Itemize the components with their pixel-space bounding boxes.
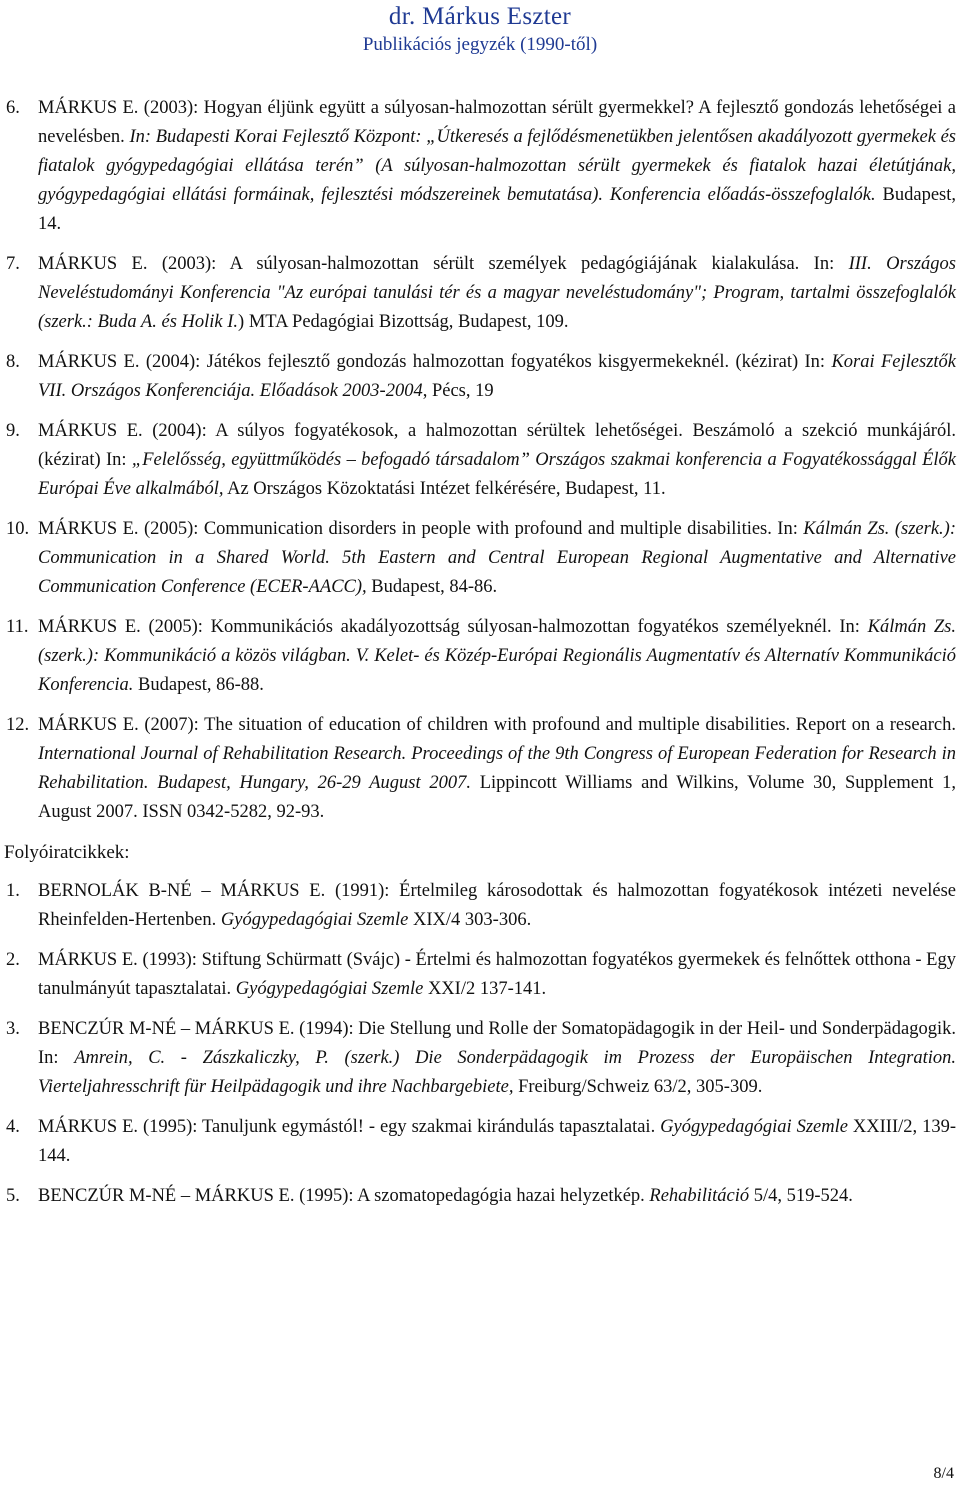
entry-number: 9. (6, 421, 20, 441)
entry-text: MÁRKUS E. (2003): A súlyosan-halmozottan sérült személyek pedagógiájának kialakulása. In: (38, 254, 849, 274)
entry-text: MÁRKUS E. (2007): The situation of education of children with profound and multiple disabilities. Report on a research. (38, 715, 956, 735)
entry-text: Budapest, 84-86. (366, 577, 498, 597)
presentations-list (6, 94, 956, 827)
publication-entry (6, 1015, 956, 1102)
entry-text: XXI/2 137-141. (423, 979, 547, 999)
entry-text: XIX/4 303-306. (408, 910, 532, 930)
entry-text: XXIII/2, 139-144. (38, 1117, 956, 1166)
section-title-articles: Folyóiratcikkek: (4, 842, 130, 863)
entry-number: 6. (6, 98, 20, 118)
entry-source-italic: In: Budapesti Korai Fejlesztő Központ: „Útkeresés a fejlődésmenetükben jelentősen akadályozott gyermekek és fiatalok gyógypedagógiai ellátása terén” (A súlyosan-halmozottan sérült gyermekek és fiatalok hazai életútjának, gyógypedagógiai ellátási formáinak, fejlesztési módszereinek bemutatása). Konferencia előadás-összefoglalók. (38, 127, 956, 205)
entry-number: 4. (6, 1117, 20, 1137)
document-subtitle: Publikációs jegyzék (1990-től) (362, 34, 598, 55)
entry-source-italic: Korai Fejlesztők VII. Országos Konferenciája. Előadások 2003-2004 (38, 352, 956, 401)
entry-text: MÁRKUS E. (1995): Tanuljunk egymástól! - egy szakmai kirándulás tapasztalatai. (38, 1117, 661, 1137)
publication-entry (6, 613, 956, 700)
entry-number: 7. (6, 254, 20, 274)
entry-number: 8. (6, 352, 20, 372)
entry-text: BENCZÚR M-NÉ – MÁRKUS E. (1995): A szomatopedagógia hazai helyzetkép. (38, 1186, 650, 1206)
entry-text: 5/4, 519-524. (749, 1186, 853, 1206)
page-header (0, 0, 960, 57)
entry-source-italic: International Journal of Rehabilitation Research. Proceedings of the 9th Congress of European Federation for Research in Rehabilitation. Budapest, Hungary, 26-29 August 2007. (38, 744, 956, 793)
entry-text: MÁRKUS E. (2004): A súlyos fogyatékosok, a halmozottan sérültek lehetőségei. Beszámoló a szekció munkájáról. (kézirat) In: (38, 421, 956, 470)
entry-source-italic: Amrein, C. - Zászkaliczky, P. (szerk.) Die Sonderpädagogik im Prozess der Europäischen Integration. Vierteljahresschrift für Heilpädagogik und ihre Nachbargebiete, (38, 1048, 956, 1097)
entry-source-italic: Gyógypedagógiai Szemle (235, 979, 424, 999)
entry-text: MÁRKUS E. (2005): Communication disorders in people with profound and multiple disabilities. In: (38, 519, 804, 539)
entry-text: BENCZÚR M-NÉ – MÁRKUS E. (1994): Die Stellung und Rolle der Somatopädagogik in der Heil- und Sonderpädagogik. In: (38, 1019, 956, 1068)
entry-text: , Pécs, 19 (422, 381, 494, 401)
entry-source-italic: „Felelősség, együttműködés – befogadó társadalom” Országos szakmai konferencia a Fogyatékossággal Élők Európai Éve alkalmából, (38, 450, 956, 499)
entry-source-italic: Gyógypedagógiai Szemle (220, 910, 409, 930)
entry-text: Lippincott Williams and Wilkins, Volume 30, Supplement 1, August 2007. ISSN 0342-5282, 92-93. (38, 773, 956, 822)
publication-entry (6, 250, 956, 337)
publication-list (6, 94, 956, 1222)
entry-source-italic: Gyógypedagógiai Szemle (660, 1117, 848, 1137)
entry-text: BERNOLÁK B-NÉ – MÁRKUS E. (1991): Értelmileg károsodottak és halmozottan fogyatékosok intézeti nevelése Rheinfelden-Hertenben. (38, 881, 956, 930)
entry-text: Az Országos Közoktatási Intézet felkérésére, Budapest, 11. (223, 479, 666, 499)
publication-entry (6, 1182, 956, 1211)
articles-list (6, 877, 956, 1211)
page-number: 8/4 (933, 1465, 954, 1482)
entry-number: 12. (6, 715, 30, 735)
entry-number: 11. (6, 617, 29, 637)
publication-entry (6, 877, 956, 935)
entry-text: MÁRKUS E. (2003): Hogyan éljünk együtt a súlyosan-halmozottan sérült gyermekkel? A fejlesztő gondozás lehetőségei a nevelésben. (38, 98, 956, 147)
publication-entry (6, 94, 956, 239)
entry-number: 1. (6, 881, 20, 901)
entry-source-italic: Kálmán Zs. (szerk.): Kommunikáció a közös világban. V. Kelet- és Közép-Európai Regionális Augmentatív és Alternatív Kommunikáció Konferencia. (38, 617, 957, 695)
publication-entry (6, 515, 956, 602)
entry-text: Freiburg/Schweiz 63/2, 305-309. (513, 1077, 763, 1097)
entry-source-italic: Kálmán Zs. (szerk.): Communication in a Shared World. 5th Eastern and Central European Regional Augmentative and Alternative Communication Conference (ECER-AACC), (38, 519, 956, 597)
entry-text: Budapest, 14. (38, 185, 956, 234)
entry-number: 10. (6, 519, 30, 539)
publication-entry (6, 348, 956, 406)
publication-entry (6, 946, 956, 1004)
publication-entry (6, 711, 956, 827)
entry-text: MÁRKUS E. (1993): Stiftung Schürmatt (Svájc) - Értelmi és halmozottan fogyatékos gyermekek és felnőttek otthona - Egy tanulmányút tapasztalatai. (38, 950, 956, 999)
author-name: dr. Márkus Eszter (388, 3, 572, 30)
entry-text: MÁRKUS E. (2005): Kommunikációs akadályozottság súlyosan-halmozottan fogyatékos személyeknél. In: (38, 617, 868, 637)
entry-source-italic: Rehabilitáció (649, 1186, 750, 1206)
entry-text: MÁRKUS E. (2004): Játékos fejlesztő gondozás halmozottan fogyatékos kisgyermekeknél. (kézirat) In: (38, 352, 832, 372)
entry-number: 2. (6, 950, 20, 970)
entry-text: Budapest, 86-88. (133, 675, 264, 695)
entry-number: 5. (6, 1186, 20, 1206)
publication-entry (6, 1113, 956, 1171)
entry-number: 3. (6, 1019, 20, 1039)
publication-entry (6, 417, 956, 504)
entry-text: ) MTA Pedagógiai Bizottság, Budapest, 109. (238, 312, 569, 332)
entry-source-italic: III. Országos Neveléstudományi Konferencia "Az európai tanulási tér és a magyar neveléstudomány"; Program, tartalmi összefoglalók (szerk.: Buda A. és Holik I. (38, 254, 956, 332)
